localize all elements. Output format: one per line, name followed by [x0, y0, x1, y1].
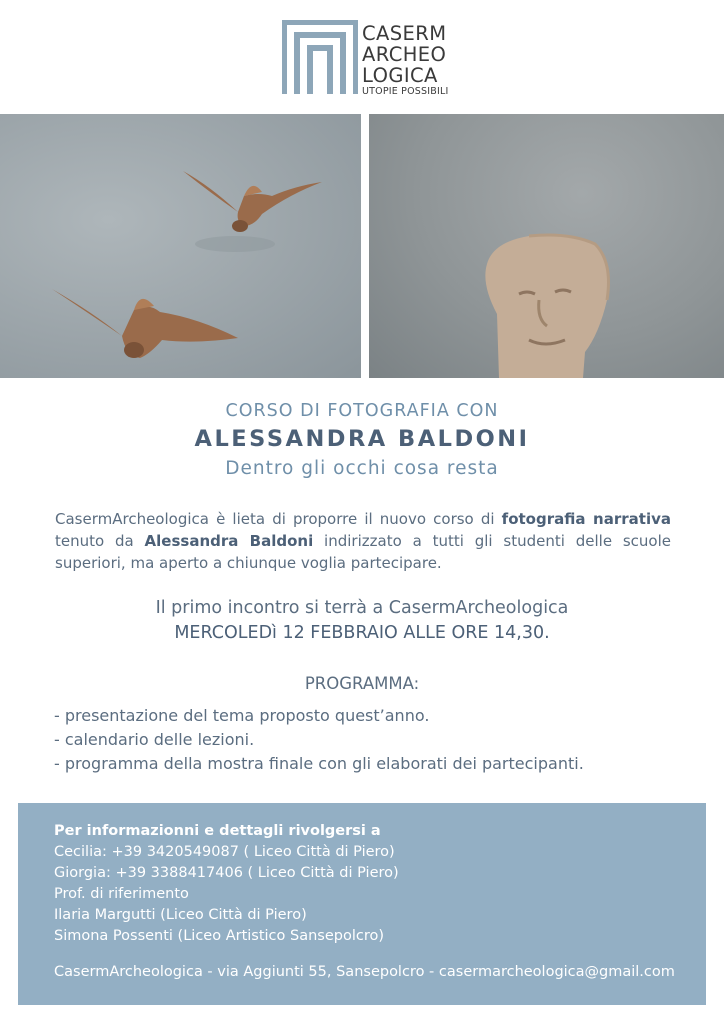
casermarcheologica-logo: [282, 20, 452, 96]
program-item: - calendario delle lezioni.: [54, 730, 255, 749]
program-title: PROGRAMMA:: [304, 674, 420, 693]
bird-upper-icon: [183, 171, 322, 232]
contact-line: Ilaria Margutti (Liceo Città di Piero): [54, 907, 307, 923]
logo-mark-icon: [282, 20, 358, 96]
intro-text-1: CasermArcheologica è lieta di proporre il nuovo corso di: [55, 510, 502, 528]
intro-bold-course: fotografia narrativa: [501, 510, 671, 528]
logo-line-3: LOGICA: [362, 64, 438, 87]
contact-line: Giorgia: +39 3388417406 ( Liceo Città di Piero): [54, 865, 399, 881]
course-subtitle: Dentro gli occhi cosa resta: [225, 458, 499, 479]
program-list: [54, 704, 584, 776]
intro-paragraph: [55, 508, 671, 574]
intro-bold-author: Alessandra Baldoni: [144, 532, 314, 550]
author-name: ALESSANDRA BALDONI: [194, 426, 530, 452]
head-sculpture-illustration: [369, 114, 724, 378]
intro-text-3: indirizzato a tutti gli studenti delle scuole superiori, ma aperto a chiunque voglia partecipare.: [55, 532, 672, 572]
meeting-date: MERCOLEDì 12 FEBBRAIO ALLE ORE 14,30.: [174, 623, 550, 643]
program-item: - presentazione del tema proposto quest’anno.: [54, 706, 430, 725]
bird-lower-icon: [52, 289, 238, 378]
contact-line: Prof. di riferimento: [54, 886, 189, 902]
birds-photo: [0, 114, 361, 378]
logo-line-2: ARCHEO: [362, 43, 447, 66]
contact-line: Cecilia: +39 3420549087 ( Liceo Città di Piero): [54, 844, 395, 860]
logo-tagline: UTOPIE POSSIBILI: [362, 86, 449, 97]
contact-info-box: [18, 803, 706, 1005]
course-title: CORSO DI FOTOGRAFIA CON: [225, 401, 499, 421]
meeting-location: Il primo incontro si terrà a CasermArcheologica: [155, 598, 569, 618]
program-item: - programma della mostra finale con gli elaborati dei partecipanti.: [54, 754, 584, 773]
address-footer: CasermArcheologica - via Aggiunti 55, Sansepolcro - casermarcheologica@gmail.com: [54, 964, 675, 980]
logo-line-1: CASERM: [362, 22, 447, 45]
contact-heading: Per informazionni e dettagli rivolgersi a: [54, 823, 381, 839]
intro-text-2: tenuto da: [55, 532, 145, 550]
birds-illustration: [0, 114, 361, 378]
contact-line: Simona Possenti (Liceo Artistico Sansepolcro): [54, 928, 385, 944]
sculpture-head-photo: [369, 114, 724, 378]
